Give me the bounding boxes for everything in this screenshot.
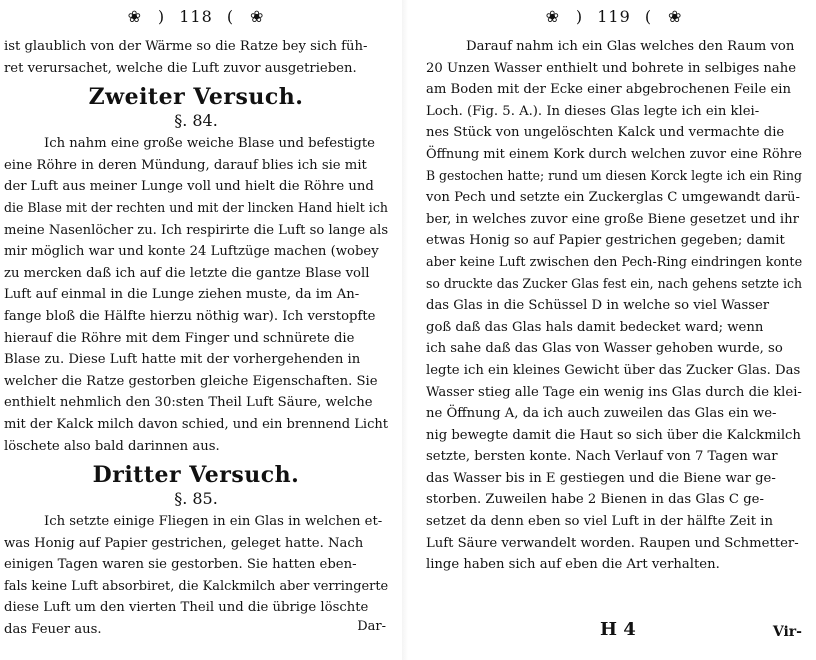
text-line: B gestochen hatte; rund um diesen Korck legte ich ein Ring — [426, 168, 802, 184]
bracket-close: ( — [644, 7, 653, 26]
section-number: §. 84. — [174, 111, 218, 131]
text-line: nes Stück von ungelöschten Kalck und vermachte die — [426, 125, 785, 141]
text-line: zu mercken daß ich auf die letzte die gantze Blase voll — [4, 265, 370, 281]
left-page — [0, 0, 400, 660]
catchword: Vir- — [772, 624, 802, 640]
catchword: Dar- — [357, 618, 386, 634]
text-line: aber keine Luft zwischen den Pech-Ring eindringen konte — [426, 254, 803, 270]
text-line: etwas Honig so auf Papier gestrichen gegeben; damit — [426, 233, 785, 249]
intro-paragraph — [4, 36, 388, 79]
signature-mark: H 4 — [600, 619, 636, 640]
section-heading: Zweiter Versuch. — [88, 84, 304, 111]
flower-ornament-icon: ❀ — [545, 7, 560, 26]
text-line: fals keine Luft absorbiret, die Kalckmilch aber verringerte — [4, 578, 389, 594]
section-paragraph — [4, 133, 388, 457]
page-header-right — [426, 6, 802, 28]
text-line: das Glas in die Schüssel D in welche so viel Wasser — [426, 298, 770, 314]
text-line: ne Öffnung A, da ich auch zuweilen das Glas ein we- — [426, 406, 777, 422]
text-line: hierauf die Röhre mit dem Finger und schnürete die — [4, 330, 355, 346]
text-line: Ich setzte einige Fliegen in ein Glas in welchen et- — [44, 514, 383, 530]
text-line: einigen Tagen waren sie gestorben. Sie hatten eben- — [4, 557, 357, 573]
text-line: Luft auf einmal in die Lunge ziehen muste, da im An- — [4, 287, 360, 303]
text-line: 20 Unzen Wasser enthielt und bohrete in selbiges nahe — [426, 60, 797, 76]
text-line: Öffnung mit einem Kork durch welchen zuvor eine Röhre — [426, 146, 802, 162]
page-number: 119 — [597, 7, 631, 26]
text-line: von Pech und setzte ein Zuckerglas C umgewandt darü- — [426, 190, 800, 206]
bracket-open: ) — [575, 7, 584, 26]
text-line: Wasser stieg alle Tage ein wenig ins Glas durch die klei- — [426, 384, 802, 400]
text-line: linge haben sich auf eben die Art verhalten. — [426, 557, 720, 573]
text-line: ret verursachet, welche die Luft zuvor ausgetrieben. — [4, 60, 357, 76]
flower-ornament-icon: ❀ — [668, 7, 683, 26]
text-line: Luft Säure verwandelt worden. Raupen und Schmetter- — [426, 535, 799, 551]
text-line: die Blase mit der rechten und mit der lincken Hand hielt ich — [4, 200, 388, 216]
text-line: storben. Zuweilen habe 2 Bienen in das Glas C ge- — [426, 492, 764, 508]
text-line: fange bloß die Hälfte hierzu nöthig war). Ich verstopfte — [4, 308, 376, 324]
text-line: nig bewegte damit die Haut so sich über die Kalckmilch — [426, 427, 801, 443]
page-header-left — [4, 6, 388, 28]
text-line: enthielt nehmlich den 30:sten Theil Luft Säure, welche — [4, 395, 373, 411]
text-line: welcher die Ratze gestorben gleiche Eigenschaften. Sie — [4, 373, 378, 389]
text-line: mit der Kalck milch davon schied, und ein brennend Licht — [4, 416, 389, 432]
text-line: Ich nahm eine große weiche Blase und befestigte — [44, 136, 375, 152]
flower-ornament-icon: ❀ — [250, 7, 265, 26]
text-line: Darauf nahm ich ein Glas welches den Raum von — [466, 39, 795, 54]
right-page — [410, 0, 816, 660]
page-footer — [410, 616, 802, 640]
text-line: meine Nasenlöcher zu. Ich respirirte die Luft so lange als — [4, 222, 389, 238]
bracket-open: ) — [157, 7, 166, 26]
text-line: Loch. (Fig. 5. A.). In dieses Glas legte ich ein klei- — [426, 103, 760, 119]
text-line: das Feuer aus. — [4, 622, 102, 638]
text-line: diese Luft um den vierten Theil und die übrige löschte — [4, 600, 369, 616]
text-line: setzet da denn eben so viel Luft in der hälfte Zeit in — [426, 514, 773, 530]
text-line: mir möglich war und konte 24 Luftzüge machen (wobey — [4, 244, 379, 260]
text-line: so druckte das Zucker Glas fest ein, nach gehens setzte ich — [426, 276, 803, 292]
flower-ornament-icon: ❀ — [127, 7, 142, 26]
text-line: am Boden mit der Ecke einer abgebrochenen Feile ein — [426, 82, 791, 98]
text-line: ich sahe daß das Glas von Wasser gehoben wurde, so — [426, 341, 783, 357]
text-line: legte ich ein kleines Gewicht über das Zucker Glas. Das — [426, 362, 801, 378]
text-line: Blase zu. Diese Luft hatte mit der vorhergehenden in — [4, 352, 361, 368]
page-number: 118 — [179, 7, 213, 26]
book-gutter — [402, 0, 408, 660]
text-line: löschete also bald darinnen aus. — [4, 438, 220, 454]
text-line: goß daß das Glas hals damit bedecket ward; wenn — [426, 319, 764, 335]
text-line: eine Röhre in deren Mündung, darauf blies ich sie mit — [4, 157, 367, 173]
text-line: ber, in welches zuvor eine große Biene gesetzet und ihr — [426, 211, 799, 227]
body-paragraph — [426, 36, 802, 576]
text-line: setzte, bersten konte. Nach Verlauf von 7 Tagen war — [426, 449, 778, 465]
section-heading: Dritter Versuch. — [92, 462, 300, 489]
text-line: ist glaublich von der Wärme so die Ratze bey sich füh- — [4, 39, 368, 54]
text-line: was Honig auf Papier gestrichen, geleget hatte. Nach — [4, 535, 364, 551]
text-line: das Wasser bis in E gestiegen und die Biene war ge- — [426, 470, 776, 486]
text-line: der Luft aus meiner Lunge voll und hielt die Röhre und — [4, 179, 374, 195]
bracket-close: ( — [226, 7, 235, 26]
section-number: §. 85. — [174, 489, 218, 509]
